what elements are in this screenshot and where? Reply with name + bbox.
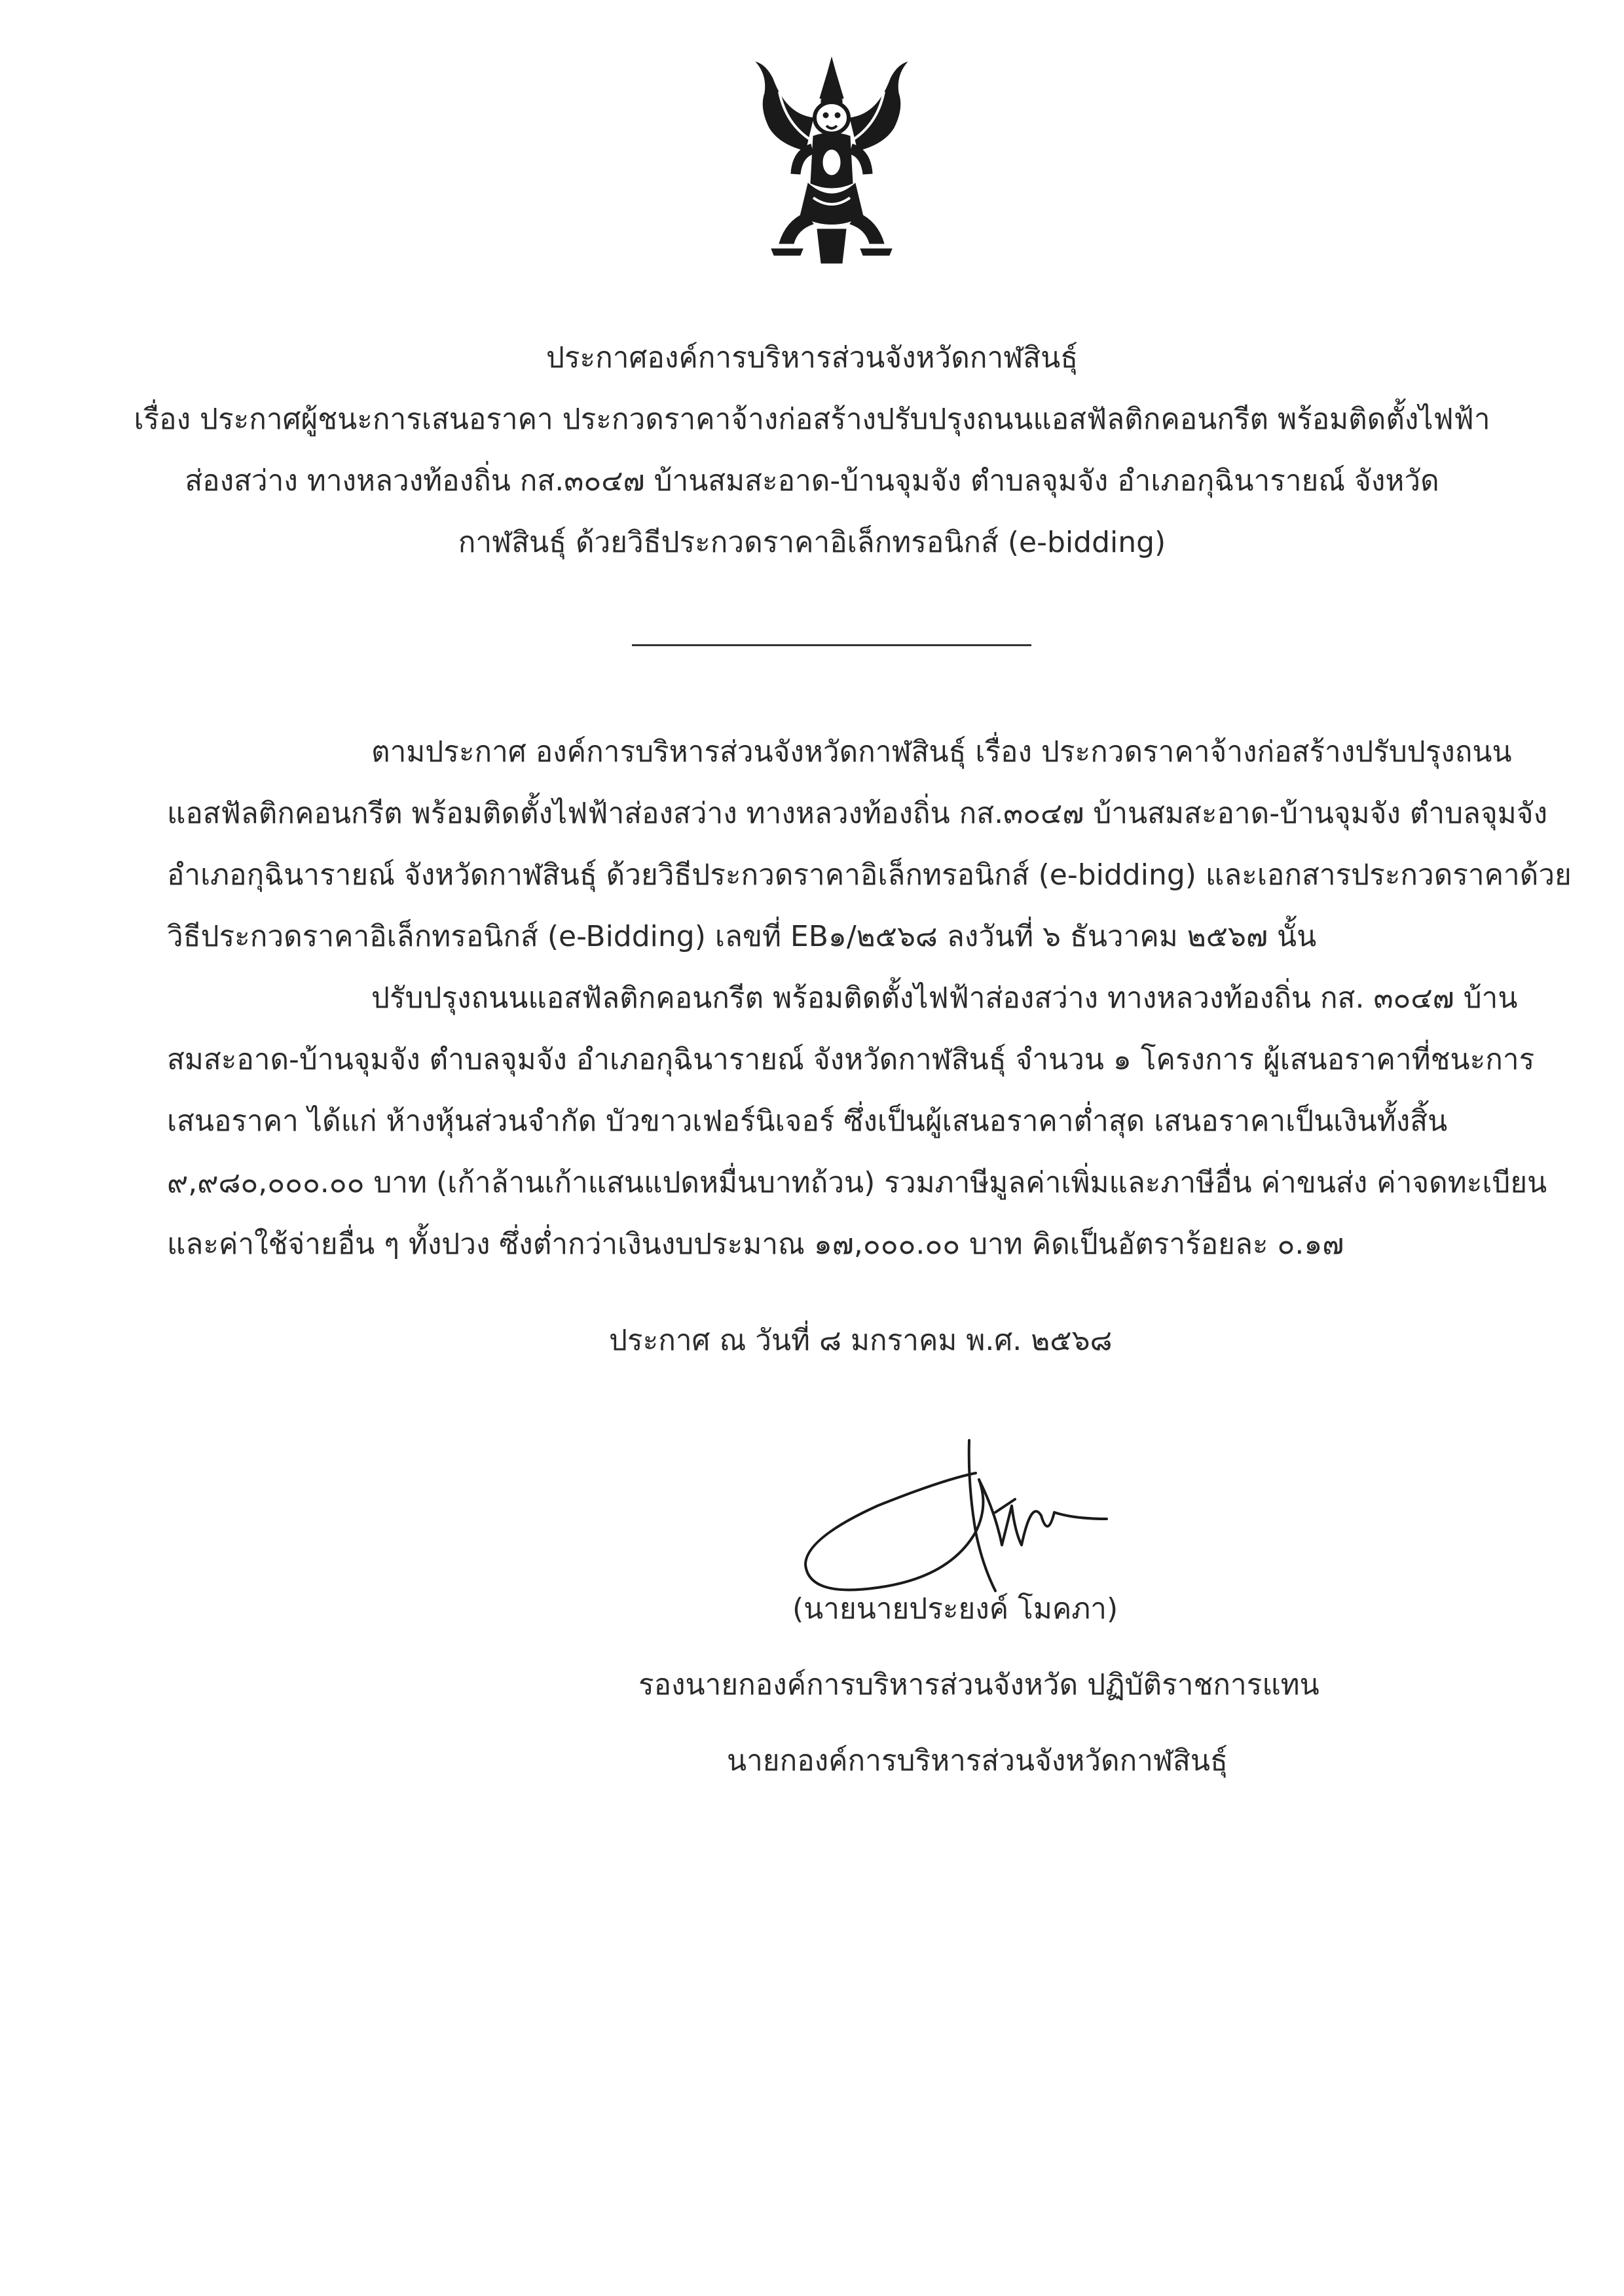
paragraph-line: ๙,๙๘๐,๐๐๐.๐๐ บาท (เก้าล้านเก้าแสนแปดหมื่นบาทถ้วน) รวมภาษีมูลค่าเพิ่มและภาษีอื่น ค่าขนส่ง ค่าจดทะเบียน [167,1166,1547,1199]
title-line: ประกาศองค์การบริหารส่วนจังหวัดกาฬสินธุ์ [545,341,1079,374]
paragraph-line: แอสฟัลติกคอนกรีต พร้อมติดตั้งไฟฟ้าส่องสว่าง ทางหลวงท้องถิ่น กส.๓๐๔๗ บ้านสมสะอาด-บ้านจุมจัง ตำบลจุมจัง [167,797,1548,830]
paragraph-line: สมสะอาด-บ้านจุมจัง ตำบลจุมจัง อำเภอกุฉินารายณ์ จังหวัดกาฬสินธุ์ จำนวน ๑ โครงการ ผู้เสนอราคาที่ชนะการ [167,1043,1535,1076]
signatory-block [576,1571,1493,1799]
paragraph-line: อำเภอกุฉินารายณ์ จังหวัดกาฬสินธุ์ ด้วยวิธีประกวดราคาอิเล็กทรอนิกส์ (e-bidding) และเอกสารประกวดราคาด้วย [167,858,1572,892]
title-divider [632,644,1031,646]
body-paragraph-1 [167,721,1572,968]
body-paragraph-2 [167,968,1547,1275]
announcement-date: ประกาศ ณ วันที่ ๘ มกราคม พ.ศ. ๒๕๖๘ [609,1324,1113,1357]
signatory-position: นายกองค์การบริหารส่วนจังหวัดกาฬสินธุ์ [727,1744,1228,1777]
garuda-emblem [740,52,923,268]
signatory-name: (นายนายประยงค์ โมคภา) [792,1592,1118,1626]
paragraph-line: เสนอราคา ได้แก่ ห้างหุ้นส่วนจำกัด บัวขาวเฟอร์นิเจอร์ ซึ่งเป็นผู้เสนอราคาต่ำสุด เสนอราคาเป็นเงินทั้งสิ้น [167,1104,1448,1138]
paragraph-line: ปรับปรุงถนนแอสฟัลติกคอนกรีต พร้อมติดตั้งไฟฟ้าส่องสว่าง ทางหลวงท้องถิ่น กส. ๓๐๔๗ บ้าน [371,981,1518,1015]
paragraph-line: ตามประกาศ องค์การบริหารส่วนจังหวัดกาฬสินธุ์ เรื่อง ประกวดราคาจ้างก่อสร้างปรับปรุงถนน [371,735,1512,769]
paragraph-line: และค่าใช้จ่ายอื่น ๆ ทั้งปวง ซึ่งต่ำกว่าเงินงบประมาณ ๑๗,๐๐๐.๐๐ บาท คิดเป็นอัตราร้อยละ ๐.๑๗ [167,1228,1344,1261]
title-line: ส่องสว่าง ทางหลวงท้องถิ่น กส.๓๐๔๗ บ้านสมสะอาด-บ้านจุมจัง ตำบลจุมจัง อำเภอกุฉินารายณ์ จังหวัด [185,464,1439,498]
paragraph-line: วิธีประกวดราคาอิเล็กทรอนิกส์ (e-Bidding) เลขที่ EB๑/๒๕๖๘ ลงวันที่ ๖ ธันวาคม ๒๕๖๗ นั้น [167,920,1317,953]
title-line: เรื่อง ประกาศผู้ชนะการเสนอราคา ประกวดราคาจ้างก่อสร้างปรับปรุงถนนแอสฟัลติกคอนกรีต พร้อมติดตั้งไฟฟ้า [134,403,1490,436]
announcement-title [0,327,1624,574]
garuda-emblem-icon [740,52,923,268]
signatory-position: รองนายกองค์การบริหารส่วนจังหวัด ปฏิบัติราชการแทน [638,1668,1320,1702]
title-line: กาฬสินธุ์ ด้วยวิธีประกวดราคาอิเล็กทรอนิกส์ (e-bidding) [458,526,1166,559]
